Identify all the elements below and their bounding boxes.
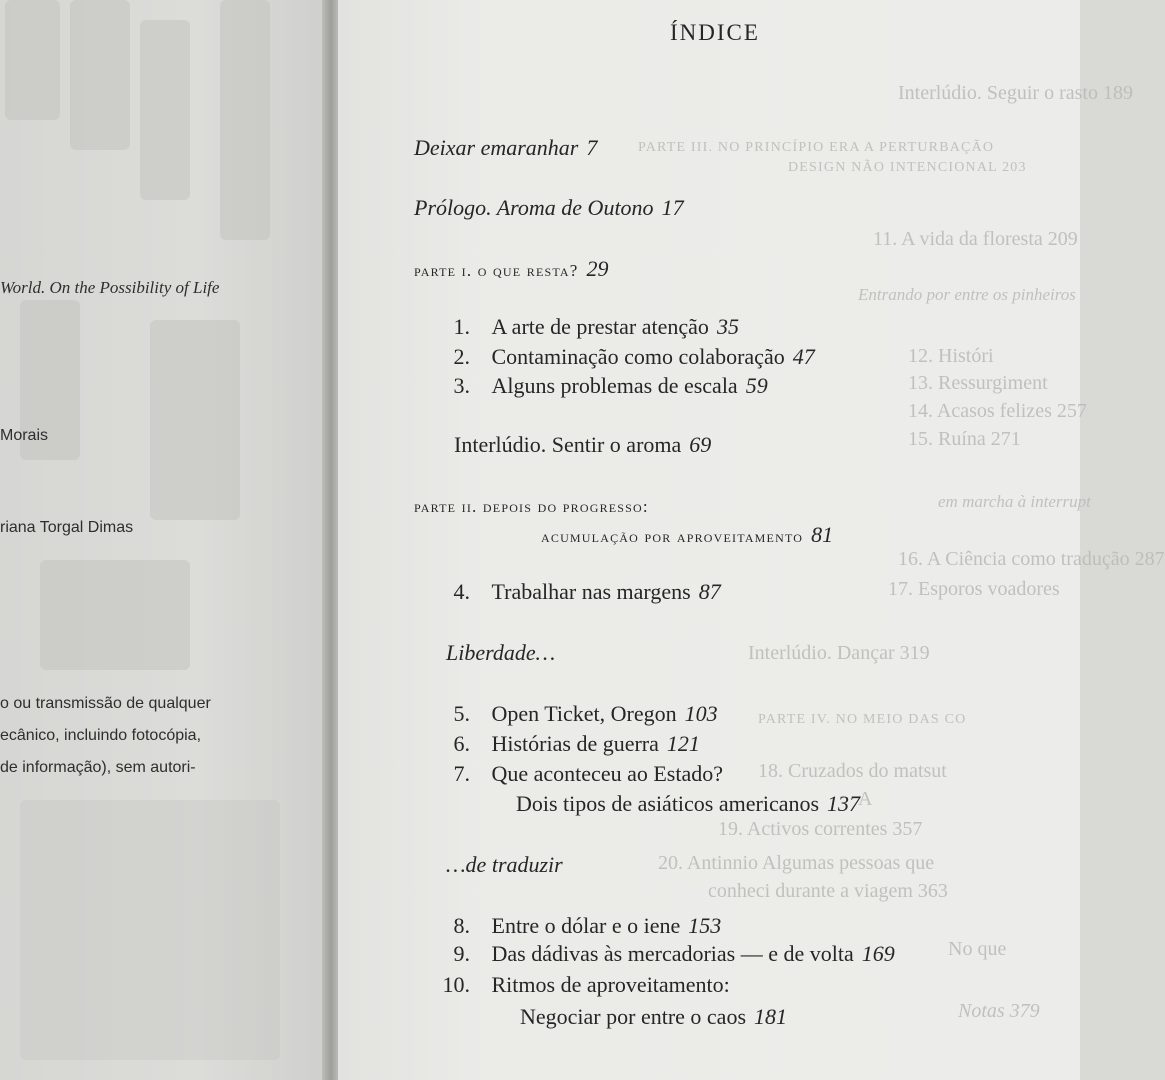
page-title: ÍNDICE — [670, 20, 760, 45]
toc-page-number: 121 — [666, 731, 700, 756]
toc-page-number: 81 — [811, 522, 834, 547]
toc-chapter-number: 7. — [453, 761, 470, 786]
toc-entry-title: Ritmos de aproveitamento: — [491, 972, 730, 997]
toc-entry-title: Das dádivas às mercadorias — e de volta — [491, 941, 854, 966]
toc-chapter — [438, 344, 815, 370]
right-page — [338, 0, 1165, 1080]
toc-page-number: 181 — [754, 1004, 788, 1029]
bleed-through-text: 12. Históri — [908, 345, 994, 367]
left-copyright-line: ecânico, incluindo fotocópia, — [0, 727, 202, 744]
toc-entry — [454, 432, 711, 458]
toc-section-heading — [446, 852, 563, 878]
toc-page-number: 69 — [689, 432, 712, 457]
toc-page-number: 47 — [792, 344, 815, 369]
toc-entry-title: Dois tipos de asiáticos americanos — [516, 791, 820, 816]
toc-chapter-number: 9. — [453, 941, 470, 966]
bleed-through-shape — [40, 560, 190, 670]
toc-chapter — [438, 579, 721, 605]
toc-part-heading — [414, 256, 609, 282]
toc-entry-title: Contaminação como colaboração — [491, 344, 785, 369]
toc-chapter — [438, 373, 768, 399]
left-copyright-line: o ou transmissão de qualquer — [0, 695, 211, 712]
toc-chapter — [438, 913, 721, 939]
toc-part-heading — [414, 492, 649, 518]
bleed-through-text: Entrando por entre os pinheiros — [858, 285, 1076, 304]
bleed-through-shape — [220, 0, 270, 240]
toc-chapter — [438, 701, 718, 727]
toc-part-title: parte ii. depois do progresso: — [414, 497, 649, 516]
bleed-through-text: 20. Antinnio Algumas pessoas que — [658, 852, 935, 874]
bleed-through-text: PARTE IV. NO MEIO DAS CO — [758, 712, 967, 727]
toc-chapter-number: 8. — [453, 913, 470, 938]
toc-chapter — [438, 731, 700, 757]
toc-entry-title: Interlúdio. Sentir o aroma — [454, 432, 682, 457]
toc-chapter — [438, 941, 895, 967]
toc-chapter-number: 6. — [453, 731, 470, 756]
toc-entry-title: Open Ticket, Oregon — [491, 701, 677, 726]
toc-entry-title: Deixar emaranhar — [414, 135, 579, 160]
bleed-through-text: 15. Ruína 271 — [908, 428, 1021, 450]
bleed-through-text: Interlúdio. Dançar 319 — [748, 642, 930, 664]
toc-page-number: 7 — [586, 135, 598, 160]
toc-part-title: acumulação por aproveitamento — [541, 527, 804, 546]
bleed-through-text: 13. Ressurgiment — [908, 372, 1048, 394]
left-subtitle-fragment: World. On the Possibility of Life — [0, 278, 220, 297]
left-page — [0, 0, 330, 1080]
toc-chapter-number: 3. — [453, 373, 470, 398]
toc-entry-title: …de traduzir — [446, 852, 563, 877]
bleed-through-shape — [20, 800, 280, 1060]
toc-chapter-number: 4. — [453, 579, 470, 604]
bleed-through-text: DESIGN NÃO INTENCIONAL 203 — [788, 160, 1027, 175]
left-copyright-line: de informação), sem autori- — [0, 759, 196, 776]
toc-page-number: 59 — [745, 373, 768, 398]
toc-chapter — [438, 972, 730, 998]
bleed-through-shape — [5, 0, 60, 120]
toc-page-number: 153 — [688, 913, 722, 938]
left-name-fragment: riana Torgal Dimas — [0, 519, 134, 536]
toc-part-title: parte i. o que resta? — [414, 261, 579, 280]
toc-entry-title: A arte de prestar atenção — [491, 314, 709, 339]
toc-entry-title: Liberdade… — [446, 640, 556, 665]
toc-chapter-continuation — [520, 1004, 787, 1030]
bleed-through-text: 14. Acasos felizes 257 — [908, 400, 1087, 422]
toc-chapter-number: 1. — [453, 314, 470, 339]
bleed-through-text: No que — [948, 938, 1007, 960]
toc-entry-title: Prólogo. Aroma de Outono — [414, 195, 654, 220]
bleed-through-text: A — [858, 788, 873, 810]
toc-entry — [414, 135, 597, 161]
bleed-through-text: conheci durante a viagem 363 — [708, 880, 948, 902]
bleed-through-text: 16. A Ciência como tradução 287 — [898, 548, 1165, 570]
bleed-through-text: Interlúdio. Seguir o rasto 189 — [898, 82, 1133, 104]
toc-page-number: 87 — [698, 579, 721, 604]
bleed-through-text: em marcha à interrupt — [938, 492, 1091, 511]
bleed-through-text: PARTE III. NO PRINCÍPIO ERA A PERTURBAÇÃO — [638, 140, 995, 155]
toc-entry-title: Histórias de guerra — [491, 731, 659, 756]
toc-chapter-number: 10. — [442, 972, 470, 997]
bleed-through-shape — [70, 0, 130, 150]
toc-chapter-number: 5. — [453, 701, 470, 726]
bleed-through-shape — [140, 20, 190, 200]
toc-page-number: 17 — [661, 195, 684, 220]
bleed-through-text: 19. Activos correntes 357 — [718, 818, 923, 840]
bleed-through-text: 17. Esporos voadores — [888, 578, 1060, 600]
toc-section-heading — [446, 640, 555, 666]
toc-entry — [414, 195, 684, 221]
toc-page-number: 137 — [827, 791, 861, 816]
bleed-through-shape — [150, 320, 240, 520]
toc-page-number: 103 — [684, 701, 718, 726]
toc-chapter — [438, 761, 723, 787]
toc-entry-title: Alguns problemas de escala — [491, 373, 738, 398]
toc-page-number: 169 — [861, 941, 895, 966]
toc-entry-title: Entre o dólar e o iene — [491, 913, 681, 938]
bleed-through-text: 11. A vida da floresta 209 — [873, 228, 1078, 250]
bleed-through-text: Notas 379 — [958, 1000, 1040, 1022]
toc-chapter — [438, 314, 739, 340]
toc-chapter-continuation — [516, 791, 860, 817]
toc-part-heading — [541, 522, 833, 548]
left-name-fragment: Morais — [0, 427, 49, 444]
toc-page-number: 29 — [586, 256, 609, 281]
toc-page-number: 35 — [716, 314, 739, 339]
toc-entry-title: Negociar por entre o caos — [520, 1004, 747, 1029]
toc-entry-title: Trabalhar nas margens — [491, 579, 691, 604]
toc-entry-title: Que aconteceu ao Estado? — [491, 761, 723, 786]
bleed-through-text: 18. Cruzados do matsut — [758, 760, 947, 782]
toc-chapter-number: 2. — [453, 344, 470, 369]
